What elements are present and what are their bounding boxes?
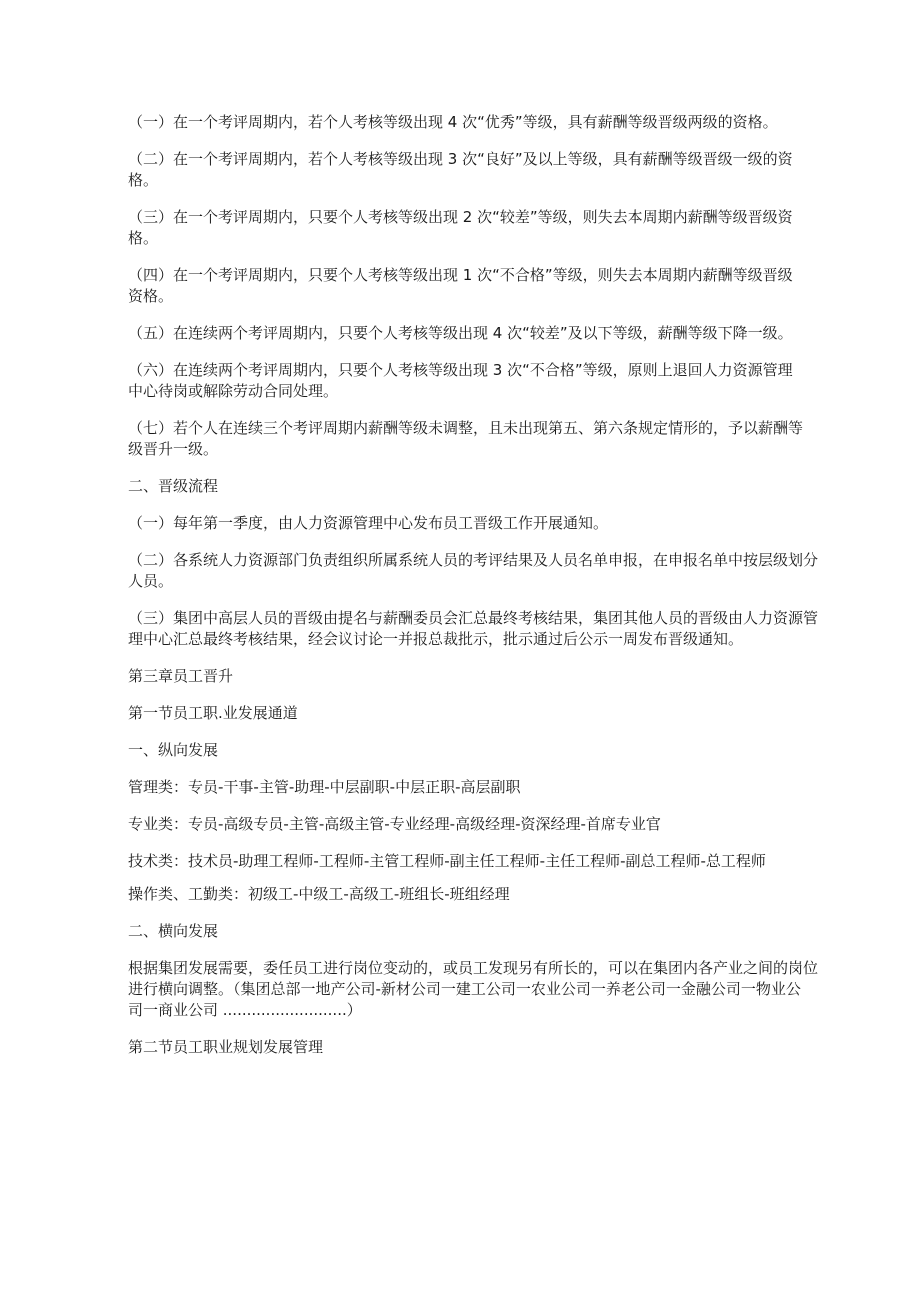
paragraph-6	[128, 360, 828, 402]
text-line: 格。	[128, 229, 159, 247]
text-line: 二、晋级流程	[128, 477, 219, 495]
text-line: （六）在连续两个考评周期内，只要个人考核等级出现 3 次“不合格”等级，原则上退回人力资源管理	[128, 361, 793, 379]
text-line: 第一节员工职.业发展通道	[128, 704, 298, 722]
text-line: 一、纵向发展	[128, 741, 219, 759]
paragraph-8	[128, 513, 828, 534]
text-line: （一）每年第一季度，由人力资源管理中心发布员工晋级工作开展通知。	[128, 514, 609, 532]
track-management	[128, 777, 828, 798]
subheading-vertical	[128, 740, 828, 761]
paragraph-5	[128, 323, 828, 344]
text-line: （三）集团中高层人员的晋级由提名与薪酬委员会汇总最终考核结果，集团其他人员的晋级由人力资源管	[128, 609, 819, 627]
text-line: 中心待岗或解除劳动合同处理。	[128, 382, 339, 400]
text-line: （三）在一个考评周期内，只要个人考核等级出现 2 次“较差”等级，则失去本周期内薪酬等级晋级资	[128, 208, 793, 226]
section-heading-promotion-process	[128, 476, 828, 497]
track-operations	[128, 884, 828, 905]
paragraph-3	[128, 207, 828, 249]
paragraph-10	[128, 608, 828, 650]
text-line: 级晋升一级。	[128, 440, 219, 458]
paragraph-4	[128, 265, 828, 307]
text-line: （四）在一个考评周期内，只要个人考核等级出现 1 次“不合格”等级，则失去本周期内薪酬等级晋级	[128, 266, 793, 284]
text-line: （七）若个人在连续三个考评周期内薪酬等级未调整，且未出现第五、第六条规定情形的，予以薪酬等	[128, 419, 804, 437]
document-body	[128, 112, 828, 1074]
track-technical	[128, 851, 828, 872]
paragraph-7	[128, 418, 828, 460]
text-line: 二、横向发展	[128, 922, 219, 940]
track-professional	[128, 814, 828, 835]
text-line: 进行横向调整。（集团总部一地产公司-新材公司一建工公司一农业公司一养老公司一金融公司一物业公	[128, 980, 801, 998]
section-heading-career-channel	[128, 703, 828, 724]
text-line: 第二节员工职业规划发展管理	[128, 1038, 324, 1056]
text-line: （二）各系统人力资源部门负责组织所属系统人员的考评结果及人员名单申报，在申报名单中按层级划分	[128, 551, 819, 569]
text-line: 人员。	[128, 572, 174, 590]
text-line: 管理类：专员-干事-主管-助理-中层副职-中层正职-高层副职	[128, 778, 521, 796]
section-heading-career-planning	[128, 1037, 828, 1058]
paragraph-horizontal	[128, 958, 828, 1021]
paragraph-2	[128, 149, 828, 191]
subheading-horizontal	[128, 921, 828, 942]
text-line: 第三章员工晋升	[128, 667, 234, 685]
text-line: 技术类：技术员-助理工程师-工程师-主管工程师-副主任工程师-主任工程师-副总工程师-总工程师	[128, 852, 766, 870]
text-line: 根据集团发展需要，委任员工进行岗位变动的，或员工发现另有所长的，可以在集团内各产业之间的岗位	[128, 959, 819, 977]
text-line: 资格。	[128, 287, 174, 305]
paragraph-1	[128, 112, 828, 133]
text-line: 专业类：专员-高级专员-主管-高级主管-专业经理-高级经理-资深经理-首席专业官	[128, 815, 661, 833]
text-line: （一）在一个考评周期内，若个人考核等级出现 4 次“优秀”等级，具有薪酬等级晋级两级的资格。	[128, 113, 778, 131]
text-line: 操作类、工勤类：初级工-中级工-高级工-班组长-班组经理	[128, 885, 510, 903]
text-line: 司一商业公司 ..........................）	[128, 1001, 362, 1019]
text-line: （二）在一个考评周期内，若个人考核等级出现 3 次“良好”及以上等级，具有薪酬等级晋级一级的资	[128, 150, 793, 168]
chapter-heading	[128, 666, 828, 687]
text-line: （五）在连续两个考评周期内，只要个人考核等级出现 4 次“较差”及以下等级，薪酬等级下降一级。	[128, 324, 793, 342]
paragraph-9	[128, 550, 828, 592]
text-line: 格。	[128, 171, 159, 189]
text-line: 理中心汇总最终考核结果，经会议讨论一并报总裁批示，批示通过后公示一周发布晋级通知。	[128, 630, 744, 648]
